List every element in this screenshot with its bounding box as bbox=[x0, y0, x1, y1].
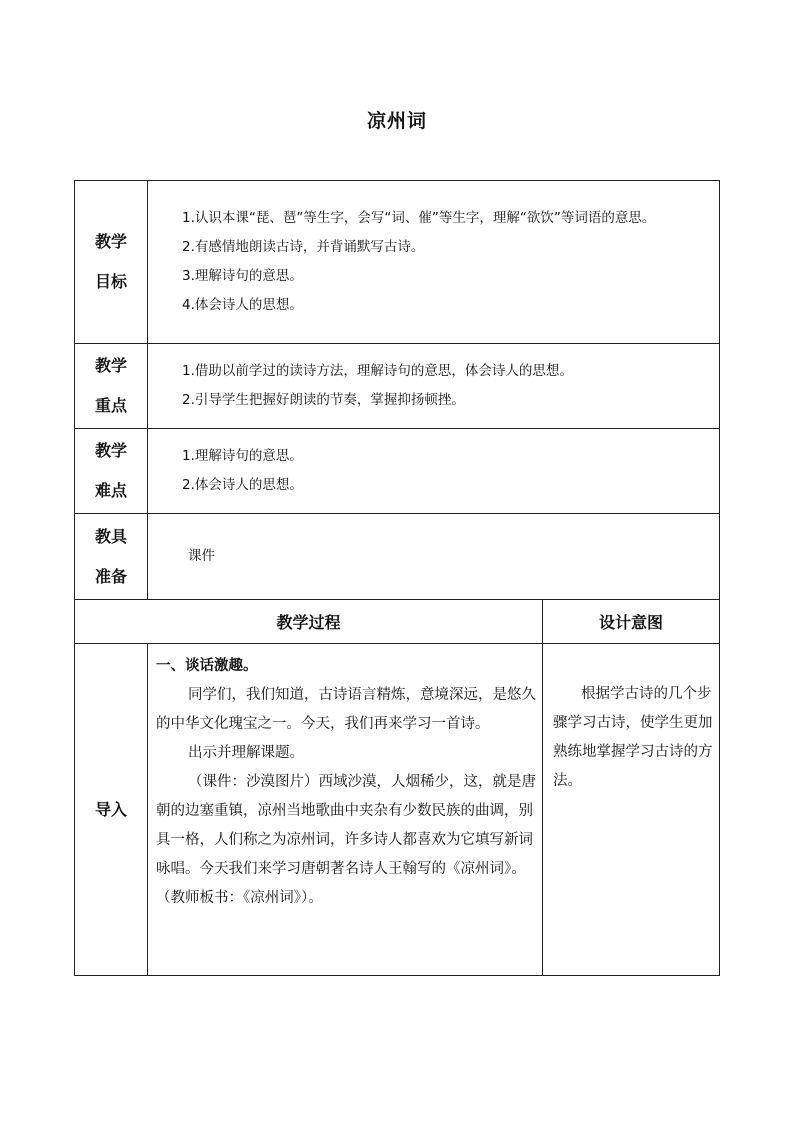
key-point-item: 2.引导学生把握好朗读的节奏，掌握抑扬顿挫。 bbox=[182, 392, 465, 408]
process-header: 教学过程 bbox=[75, 600, 543, 644]
difficulties-label bbox=[75, 429, 148, 514]
key-points-content bbox=[148, 344, 720, 429]
intro-paragraph: （课件：沙漠图片）西域沙漠，人烟稀少，这，就是唐朝的边塞重镇，凉州当地歌曲中夹杂有少数民族的曲调，别具一格，人们称之为凉州词，许多诗人都喜欢为它填写新词咏唱。今天我们来学习唐朝著名诗人王翰写的《凉州词》。（教师板书：《凉州词》）。 bbox=[156, 774, 536, 906]
intro-row bbox=[75, 644, 720, 976]
page-title: 凉州词 bbox=[366, 110, 427, 132]
goals-label-line1: 教学 bbox=[94, 232, 127, 251]
materials-label-line2: 准备 bbox=[94, 566, 127, 586]
intro-paragraph: 出示并理解课题。 bbox=[188, 745, 304, 761]
section-title: 一、谈话激趣。 bbox=[156, 658, 258, 674]
difficulties-row bbox=[75, 429, 720, 514]
key-points-row bbox=[75, 344, 720, 429]
materials-label bbox=[75, 514, 148, 600]
difficulty-item: 1.理解诗句的意思。 bbox=[182, 448, 303, 464]
difficulty-item: 2.体会诗人的思想。 bbox=[182, 477, 303, 493]
goal-item: 1.认识本课“琵、琶”等生字，会写“词、催”等生字，理解“欲饮”等词语的意思。 bbox=[182, 210, 656, 226]
goals-label-line2: 目标 bbox=[94, 272, 127, 291]
difficulties-label-line2: 难点 bbox=[94, 481, 127, 500]
materials-label-line1: 教具 bbox=[94, 526, 127, 546]
key-points-label-line2: 重点 bbox=[94, 396, 127, 415]
goals-row bbox=[75, 181, 720, 344]
key-points-label bbox=[75, 344, 148, 429]
goal-item: 3.理解诗句的意思。 bbox=[182, 268, 303, 284]
goal-item: 2.有感情地朗读古诗，并背诵默写古诗。 bbox=[182, 239, 425, 255]
goal-item: 4.体会诗人的思想。 bbox=[182, 297, 303, 313]
intro-label: 导入 bbox=[75, 644, 148, 976]
key-point-item: 1.借助以前学过的读诗方法，理解诗句的意思，体会诗人的思想。 bbox=[182, 363, 573, 379]
materials-value: 课件 bbox=[188, 548, 215, 564]
intro-paragraph: 同学们，我们知道，古诗语言精炼，意境深远，是悠久的中华文化瑰宝之一。今天，我们再来学习一首诗。 bbox=[156, 687, 536, 732]
lesson-plan-table bbox=[74, 180, 720, 976]
intro-content bbox=[148, 644, 543, 976]
difficulties-content bbox=[148, 429, 720, 514]
intent-header: 设计意图 bbox=[543, 600, 720, 644]
key-points-label-line1: 教学 bbox=[94, 356, 127, 375]
design-intent-content bbox=[543, 644, 720, 976]
materials-content bbox=[148, 514, 720, 600]
goals-content bbox=[148, 181, 720, 344]
process-header-row bbox=[75, 600, 720, 644]
difficulties-label-line1: 教学 bbox=[94, 441, 127, 460]
materials-row bbox=[75, 514, 720, 600]
goals-label bbox=[75, 181, 148, 344]
design-intent-text: 根据学古诗的几个步骤学习古诗，使学生更加熟练地掌握学习古诗的方法。 bbox=[553, 686, 713, 789]
